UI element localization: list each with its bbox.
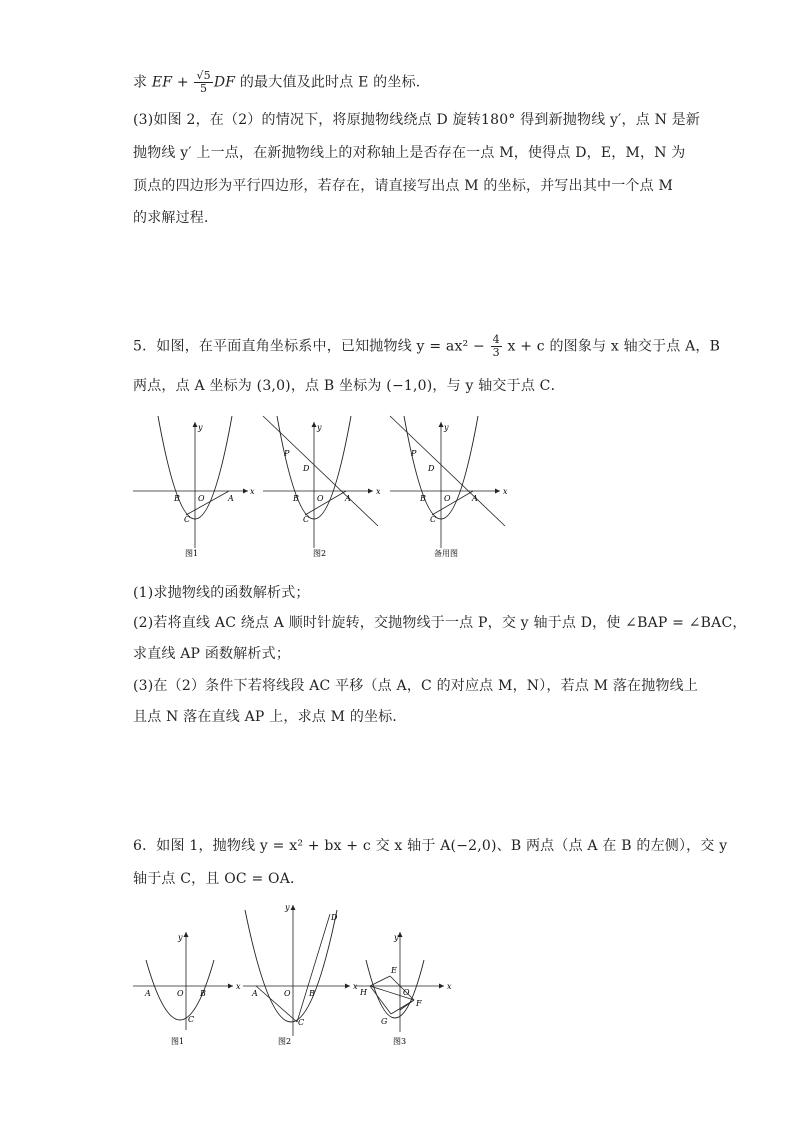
svg-text:y: y — [198, 423, 203, 432]
svg-text:y: y — [317, 423, 322, 432]
q4-line-4: 顶点的四边形为平行四边形，若存在，请直接写出点 M 的坐标，并写出其中一个点 M — [133, 178, 674, 194]
q5-figure-2 — [263, 416, 381, 558]
svg-text:O: O — [403, 988, 410, 997]
svg-text:O: O — [317, 494, 324, 503]
svg-text:x: x — [503, 487, 508, 496]
svg-text:P: P — [284, 449, 290, 458]
svg-text:x: x — [236, 982, 241, 991]
svg-text:A: A — [145, 989, 151, 998]
q6-figures — [128, 900, 458, 1055]
svg-text:C: C — [298, 1018, 305, 1027]
svg-text:备用图: 备用图 — [434, 549, 458, 558]
svg-text:y: y — [444, 423, 449, 432]
svg-text:y: y — [285, 903, 290, 912]
q6-figure-2 — [243, 903, 358, 1046]
q4-line-1: 求 EF + $\frac{√5}{5}$ DF 的最大值及此时点 E 的坐标． — [133, 69, 430, 95]
svg-text:O: O — [444, 494, 451, 503]
svg-text:A: A — [345, 494, 351, 503]
q5-part-2b: 求直线 AP 函数解析式； — [133, 646, 291, 662]
svg-text:C: C — [303, 515, 310, 524]
svg-text:图2: 图2 — [313, 549, 327, 558]
svg-text:B: B — [293, 494, 299, 503]
svg-text:F: F — [416, 999, 422, 1008]
q5-line-1: 5．如图，在平面直角坐标系中，已知抛物线 y = ax² − $\frac{4}{3}$ x + c 的图象与 x 轴交于点 A，B — [133, 333, 721, 359]
svg-text:图3: 图3 — [393, 1037, 407, 1046]
q4-line-5: 的求解过程． — [133, 210, 219, 226]
svg-text:图1: 图1 — [185, 549, 199, 558]
svg-text:x: x — [376, 487, 381, 496]
fraction-4-over-3: $\frac{4}{3}$ — [492, 333, 500, 359]
svg-text:B: B — [174, 494, 180, 503]
svg-text:D: D — [303, 464, 310, 473]
q5-part-3: (3)在（2）条件下若将线段 AC 平移（点 A，C 的对应点 M，N），若点 M 落在抛物线上 — [133, 678, 699, 694]
q4-line-2: (3)如图 2，在（2）的情况下，将原抛物线绕点 D 旋转180° 得到新抛物线 y′，点 N 是新 — [133, 112, 701, 128]
q6-figure-3 — [355, 932, 452, 1046]
svg-text:C: C — [184, 515, 191, 524]
q6-line-1: 6．如图 1，抛物线 y = x² + bx + c 交 x 轴于 A(−2,0)、B 两点（点 A 在 B 的左侧），交 y — [133, 838, 728, 854]
svg-text:H: H — [360, 988, 367, 997]
svg-text:A: A — [228, 494, 234, 503]
svg-text:P: P — [411, 449, 417, 458]
svg-text:y: y — [394, 933, 399, 942]
q5-figure-1 — [133, 416, 255, 558]
svg-text:D: D — [428, 464, 435, 473]
svg-text:D: D — [331, 913, 338, 922]
fraction-sqrt5-over-5: $\frac{√5}{5}$ — [196, 69, 211, 95]
q4-line-3: 抛物线 y′ 上一点，在新抛物线上的对称轴上是否存在一点 M，使得点 D，E，M，N 为 — [133, 145, 686, 161]
svg-text:A: A — [252, 989, 258, 998]
q5-line-2: 两点，点 A 坐标为 (3,0)，点 B 坐标为 (−1,0)，与 y 轴交于点 C． — [133, 378, 565, 394]
q5-part-3b: 且点 N 落在直线 AP 上，求点 M 的坐标． — [133, 709, 407, 725]
svg-text:x: x — [353, 982, 358, 991]
svg-text:A: A — [472, 494, 478, 503]
q5-figures — [128, 408, 528, 563]
svg-text:O: O — [198, 494, 205, 503]
svg-text:B: B — [309, 989, 315, 998]
svg-text:图2: 图2 — [278, 1037, 292, 1046]
svg-text:y: y — [178, 933, 183, 942]
q6-line-2: 轴于点 C，且 OC = OA． — [133, 871, 305, 887]
svg-text:C: C — [188, 1015, 195, 1024]
svg-text:O: O — [284, 989, 291, 998]
q6-figure-1 — [133, 932, 241, 1046]
svg-text:E: E — [391, 966, 397, 975]
svg-text:O: O — [177, 989, 184, 998]
svg-text:C: C — [430, 515, 437, 524]
svg-text:图1: 图1 — [171, 1037, 185, 1046]
svg-text:B: B — [200, 989, 206, 998]
svg-text:x: x — [250, 487, 255, 496]
svg-text:G: G — [381, 1017, 388, 1026]
svg-text:B: B — [420, 494, 426, 503]
q5-part-2: (2)若将直线 AC 绕点 A 顺时针旋转，交抛物线于一点 P，交 y 轴于点 D，使 ∠BAP = ∠BAC， — [133, 615, 747, 631]
svg-text:x: x — [447, 982, 452, 991]
q5-figure-backup — [390, 416, 508, 558]
q5-part-1: (1)求抛物线的函数解析式； — [133, 585, 310, 601]
